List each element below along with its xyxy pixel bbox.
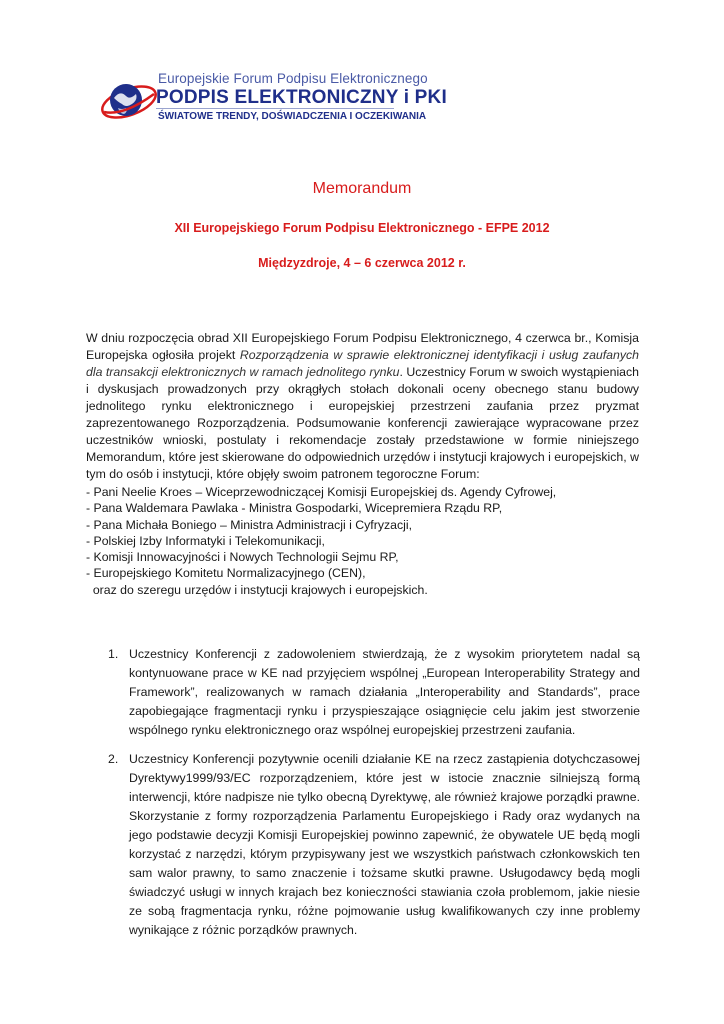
- forum-subtitle: XII Europejskiego Forum Podpisu Elektronicznego - EFPE 2012: [174, 221, 550, 235]
- intro-italic-regulation: Rozporządzenia: [239, 348, 329, 363]
- conclusion-item: [108, 645, 640, 740]
- patrons-list: [86, 484, 639, 598]
- logo-line-forum: Europejskie Forum Podpisu Elektronicznego: [158, 71, 428, 86]
- place-date: Międzyzdroje, 4 – 6 czerwca 2012 r.: [258, 256, 466, 270]
- intro-italic-scope: w sprawie elektronicznej identyfikacji i usług zaufanych dla transakcji elektronicznych w ramach jednolitego rynku: [86, 348, 639, 380]
- logo-divider: [156, 108, 394, 109]
- document-title: Memorandum: [312, 180, 412, 197]
- list-item: - Polskiej Izby Informatyki i Telekomunikacji,: [86, 533, 325, 548]
- list-item: - Pana Waldemara Pawlaka - Ministra Gospodarki, Wicepremiera Rządu RP,: [86, 501, 503, 516]
- item-text: Uczestnicy Konferencji z zadowoleniem stwierdzają, że z wysokim priorytetem nadal są kontynuowane prace w KE nad przyjęciem wspólnej „European Interoperability Strategy and Framework”, realizowanych w ramach działania „Interoperability and Standards”, prace zapobiegające fragmentacji rynku i przyspieszające osiągnięcie celu jakim jest stworzenie wspólnego rynku elektronicznego oraz wspólnej europejskiej przestrzeni zaufania.: [129, 647, 640, 737]
- intro-paragraph: [86, 330, 639, 482]
- conclusion-item: [108, 750, 640, 940]
- item-text: Uczestnicy Konferencji pozytywnie ocenili działanie KE na rzecz zastąpienia dotychczasowej Dyrektywy1999/93/EC rozporządzeniem, które jest w istocie znacznie silniejszą formą interwencji, które nadpisze nie tylko obecną Dyrektywę, ale również krajowe porządki prawne. Skorzystanie z formy rozporządzenia Parlamentu Europejskiego i Rady oraz wydanych na jego podstawie decyzji Komisji Europejskiej powinno zapewnić, że obywatele UE będą mogli korzystać z narzędzi, którym przypisywany jest we wszystkich państwach członkowskich ten sam walor prawny, to samo znaczenie i tożsame skutki prawne. Usługodawcy będą mogli świadczyć usługi w innych krajach bez konieczności stawiania czoła problemom, jakie niesie ze sobą fragmentacja rynku, różne pojmowanie usług kwalifikowanych czy inne problemy wynikające z różnic porządków prawnych.: [129, 752, 640, 937]
- list-item: - Komisji Innowacyjności i Nowych Technologii Sejmu RP,: [86, 550, 399, 565]
- logo-line-main: PODPIS ELEKTRONICZNY i PKI: [156, 87, 447, 108]
- logo-line-tagline: ŚWIATOWE TRENDY, DOŚWIADCZENIA I OCZEKIWANIA: [158, 111, 427, 122]
- list-item: oraz do szeregu urzędów i instytucji krajowych i europejskich.: [86, 582, 428, 597]
- intro-text-end: . Uczestnicy Forum w swoich wystąpieniach i dyskusjach prowadzonych przy okrągłych stołach dokonali oceny obecnego stanu budowy jednolitego rynku elektronicznego i europejskiej przestrzeni zaufania przez pryzmat zaprezentowanego Rozporządzenia. Podsumowanie konferencji zawierające wypracowane przez uczestników wnioski, postulaty i rekomendacje zostały przedstawione w formie niniejszego Memorandum, które jest skierowane do odpowiednich urzędów i instytucji krajowych i europejskich, w tym do osób i instytucji, które objęły swoim patronem tegoroczne Forum:: [86, 365, 639, 481]
- list-item: - Pani Neelie Kroes – Wiceprzewodniczącej Komisji Europejskiej ds. Agendy Cyfrowej,: [86, 485, 557, 499]
- item-number: 1.: [108, 647, 119, 661]
- list-item: - Pana Michała Boniego – Ministra Administracji i Cyfryzacji,: [86, 517, 412, 532]
- conclusions-list: [108, 645, 640, 950]
- intro-text-start: W dniu rozpoczęcia obrad XII Europejskiego Forum Podpisu Elektronicznego, 4 czerwca br., Komisja Europejska ogłosiła projekt: [86, 331, 639, 363]
- list-item: - Europejskiego Komitetu Normalizacyjnego (CEN),: [86, 566, 366, 581]
- item-number: 2.: [108, 752, 119, 766]
- forum-logo: [96, 62, 447, 142]
